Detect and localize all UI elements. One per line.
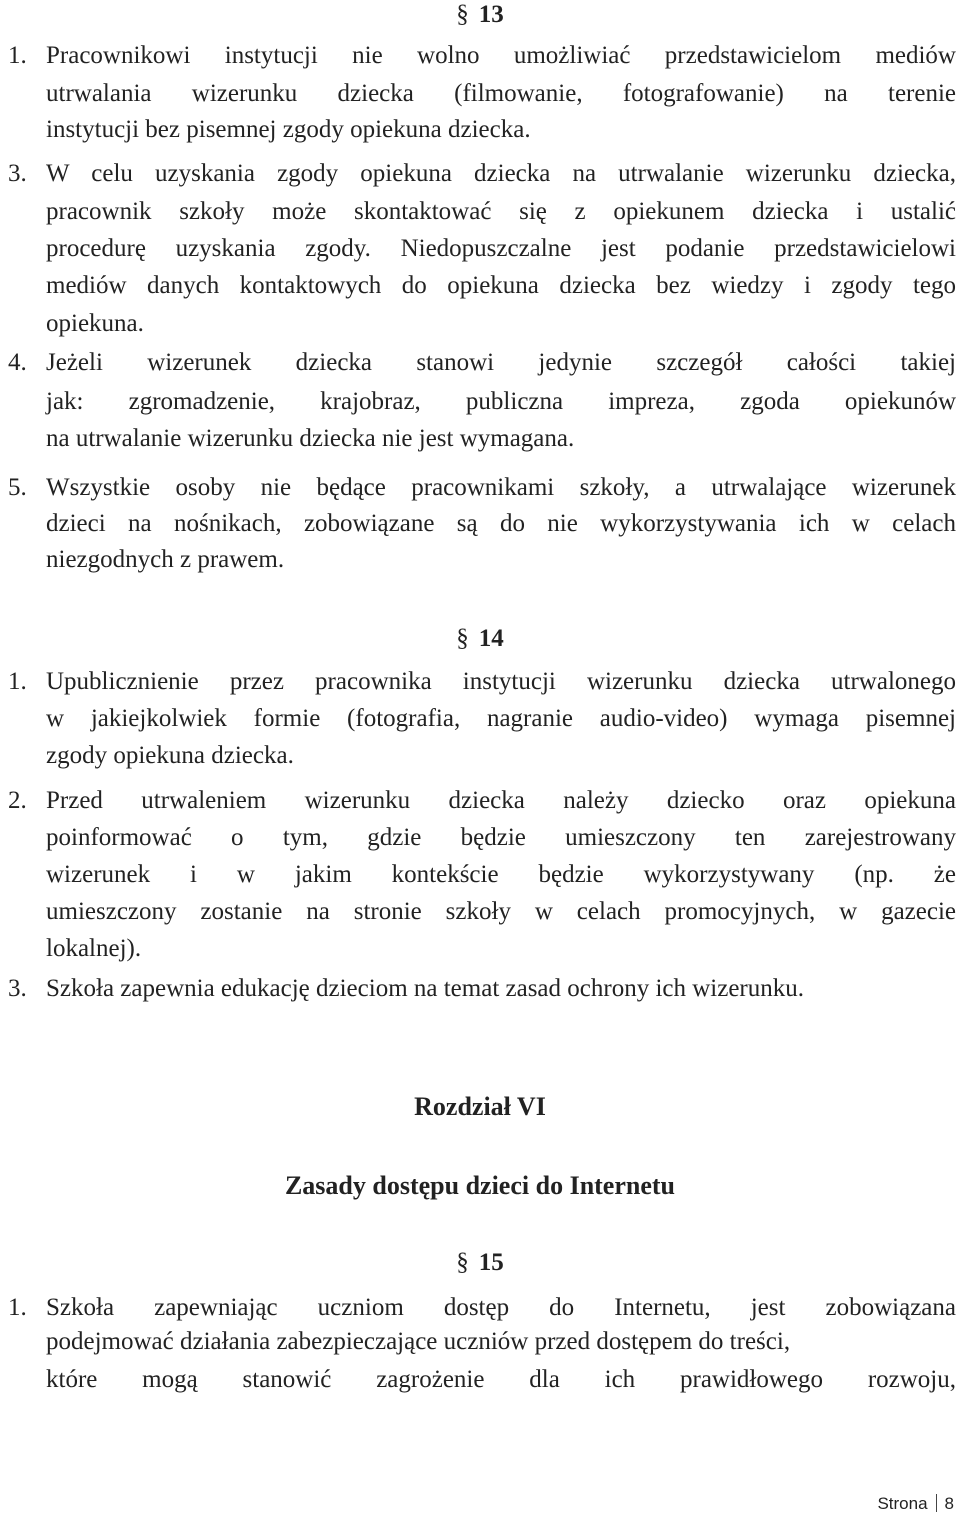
- paragraph-line: podejmować działania zabezpieczające uczniów przed dostępem do treści,: [46, 1328, 791, 1355]
- paragraph-line: lokalnej).: [46, 935, 142, 962]
- section-13-heading: [0, 0, 960, 30]
- paragraph-line: które mogą stanowić zagrożenie dla ich prawidłowego rozwoju,: [46, 1366, 956, 1393]
- section-symbol: §: [456, 1249, 469, 1276]
- paragraph-number: 1.: [8, 42, 27, 69]
- section-14-heading: [0, 624, 960, 654]
- section-symbol: §: [456, 625, 469, 652]
- section-number: 14: [478, 625, 504, 652]
- paragraph-line: W celu uzyskania zgody opiekuna dziecka na utrwalanie wizerunku dziecka,: [46, 160, 956, 187]
- paragraph-number: 3.: [8, 975, 27, 1002]
- paragraph-line: mediów danych kontaktowych do opiekuna dziecka bez wiedzy i zgody tego: [46, 272, 956, 299]
- section-15-heading: [0, 1248, 960, 1278]
- paragraph-line: Wszystkie osoby nie będące pracownikami szkoły, a utrwalające wizerunek: [46, 474, 956, 501]
- paragraph-line: Szkoła zapewniając uczniom dostęp do Internetu, jest zobowiązana: [46, 1294, 956, 1321]
- paragraph-number: 5.: [8, 474, 27, 501]
- section-symbol: §: [456, 1, 469, 28]
- paragraph-number: 4.: [8, 349, 27, 376]
- paragraph-line: instytucji bez pisemnej zgody opiekuna dziecka.: [46, 116, 531, 143]
- paragraph-line: wizerunek i w jakim kontekście będzie wykorzystywany (np. że: [46, 861, 956, 888]
- paragraph-line: Pracownikowi instytucji nie wolno umożliwiać przedstawicielom mediów: [46, 42, 956, 69]
- paragraph-line: niezgodnych z prawem.: [46, 546, 285, 573]
- paragraph-line: utrwalania wizerunku dziecka (filmowanie, fotografowanie) na terenie: [46, 80, 956, 107]
- paragraph-number: 3.: [8, 160, 27, 187]
- section-number: 13: [478, 1, 504, 28]
- paragraph-number: 1.: [8, 1294, 27, 1321]
- paragraph-line: na utrwalanie wizerunku dziecka nie jest wymagana.: [46, 425, 575, 452]
- paragraph-line: pracownik szkoły może skontaktować się z opiekunem dziecka i ustalić: [46, 198, 956, 225]
- chapter-subtitle: Zasady dostępu dzieci do Internetu: [284, 1171, 676, 1200]
- paragraph-line: Szkoła zapewnia edukację dzieciom na temat zasad ochrony ich wizerunku.: [46, 975, 805, 1002]
- footer-divider: [936, 1494, 937, 1512]
- paragraph-line: dzieci na nośnikach, zobowiązane są do nie wykorzystywania ich w celach: [46, 510, 956, 537]
- paragraph-line: poinformować o tym, gdzie będzie umieszczony ten zarejestrowany: [46, 824, 956, 851]
- paragraph-line: opiekuna.: [46, 310, 144, 337]
- page-footer: [877, 1494, 954, 1514]
- paragraph-line: zgody opiekuna dziecka.: [46, 742, 294, 769]
- paragraph-line: w jakiejkolwiek formie (fotografia, nagranie audio-video) wymaga pisemnej: [46, 705, 956, 732]
- chapter-title: Rozdział VI: [414, 1092, 546, 1121]
- paragraph-line: Upublicznienie przez pracownika instytucji wizerunku dziecka utrwalonego: [46, 668, 956, 695]
- section-number: 15: [478, 1249, 504, 1276]
- paragraph-line: Jeżeli wizerunek dziecka stanowi jedynie szczegół całości takiej: [46, 349, 956, 376]
- page-number: 8: [944, 1494, 954, 1513]
- paragraph-line: umieszczony zostanie na stronie szkoły w celach promocyjnych, w gazecie: [46, 898, 956, 925]
- paragraph-number: 2.: [8, 787, 27, 814]
- paragraph-line: Przed utrwaleniem wizerunku dziecka należy dziecko oraz opiekuna: [46, 787, 956, 814]
- paragraph-number: 1.: [8, 668, 27, 695]
- page-label: Strona: [877, 1494, 928, 1513]
- paragraph-line: jak: zgromadzenie, krajobraz, publiczna impreza, zgoda opiekunów: [46, 388, 956, 415]
- paragraph-line: procedurę uzyskania zgody. Niedopuszczalne jest podanie przedstawicielowi: [46, 235, 956, 262]
